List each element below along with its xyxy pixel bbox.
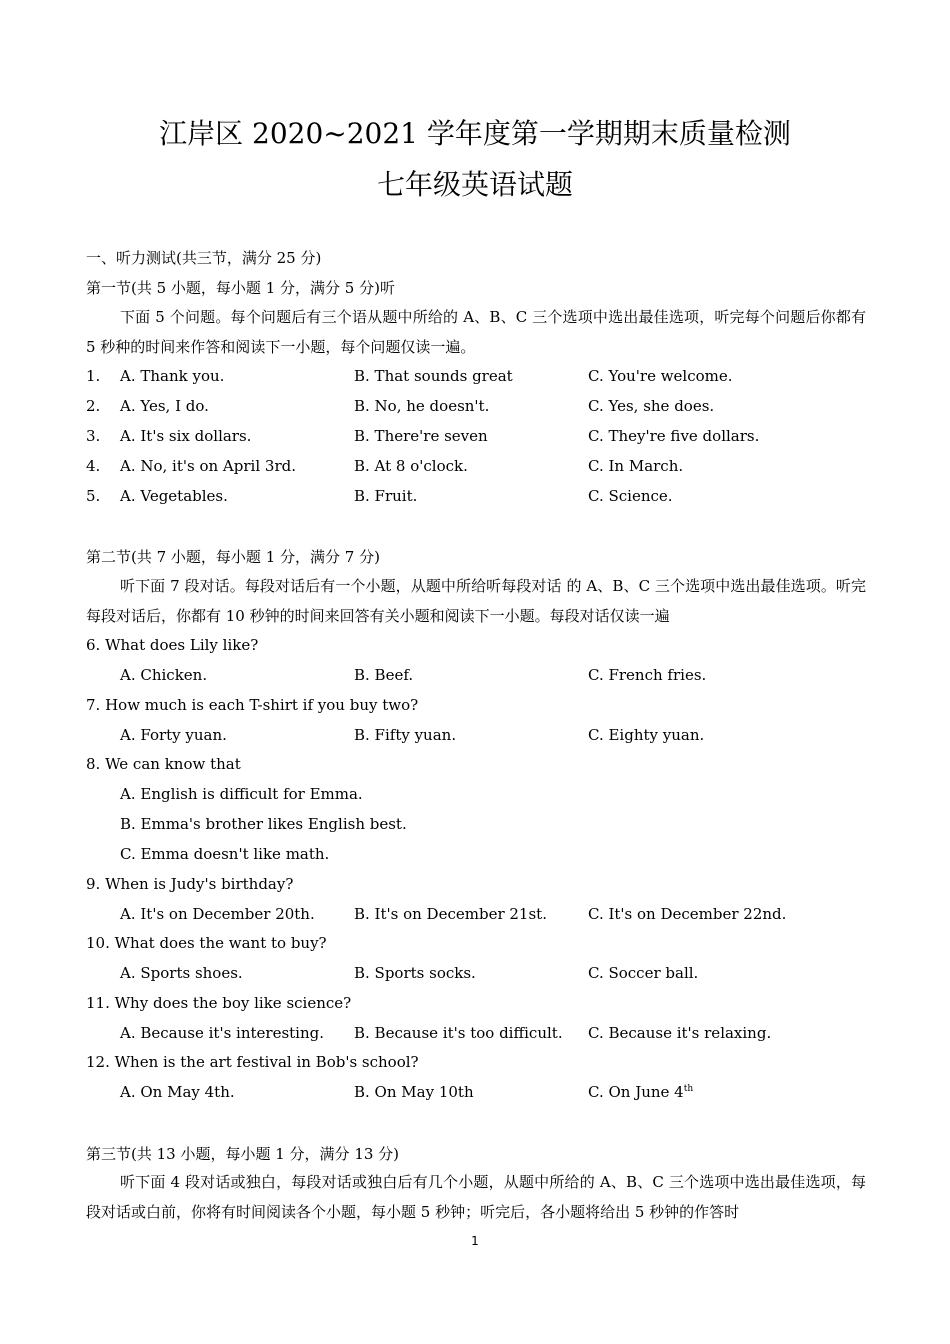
question-number: 2. <box>86 397 101 415</box>
question-number: 5. <box>86 487 101 505</box>
option-b: B. On May 10th <box>354 1083 474 1101</box>
question-10: 10. What does the want to buy? <box>86 934 327 952</box>
option-b: B. Fruit. <box>354 487 418 505</box>
option-c: C. Eighty yuan. <box>588 726 705 744</box>
option-c: C. French fries. <box>588 666 707 684</box>
option-b: B. Fifty yuan. <box>354 726 457 744</box>
option-c: C. In March. <box>588 457 684 475</box>
option-b: B. No, he doesn't. <box>354 397 490 415</box>
option-c-text: C. On June 4 <box>588 1083 684 1101</box>
exam-title: 江岸区 2020~2021 学年度第一学期期末质量检测 <box>159 117 791 150</box>
part2-header: 第二节(共 7 小题，每小题 1 分，满分 7 分) <box>86 548 380 566</box>
question-11: 11. Why does the boy like science? <box>86 994 352 1012</box>
question-number: 3. <box>86 427 101 445</box>
option-c: C. Emma doesn't like math. <box>120 845 330 863</box>
option-a: A. Thank you. <box>120 367 225 385</box>
question-8: 8. We can know that <box>86 755 241 773</box>
option-b: B. Beef. <box>354 666 414 684</box>
option-c <box>588 1083 693 1101</box>
question-number: 4. <box>86 457 101 475</box>
part1-instructions: 下面 5 个问题。每个问题后有三个语从题中所给的 A、B、C 三个选项中选出最佳选项，听完每个问题后你都有 5 秒种的时间来作答和阅读下一小题，每个问题仅读一遍。 <box>86 308 866 356</box>
option-b: B. There're seven <box>354 427 488 445</box>
option-c: C. It's on December 22nd. <box>588 905 787 923</box>
option-b: B. That sounds great <box>354 367 513 385</box>
option-b: B. Emma's brother likes English best. <box>120 815 407 833</box>
section-header: 一、听力测试(共三节，满分 25 分) <box>86 249 322 267</box>
option-a: A. It's on December 20th. <box>120 905 315 923</box>
option-c: C. Yes, she does. <box>588 397 715 415</box>
option-a: A. English is difficult for Emma. <box>120 785 363 803</box>
part3-header: 第三节(共 13 小题，每小题 1 分，满分 13 分) <box>86 1145 400 1163</box>
option-c: C. Because it's relaxing. <box>588 1024 772 1042</box>
option-c: C. Soccer ball. <box>588 964 699 982</box>
option-a: A. On May 4th. <box>120 1083 235 1101</box>
exam-subtitle: 七年级英语试题 <box>376 168 573 201</box>
option-b: B. At 8 o'clock. <box>354 457 468 475</box>
part3-instructions: 听下面 4 段对话或独白，每段对话或独白后有几个小题，从题中所给的 A、B、C 三个选项中选出最佳选项，每段对话或白前，你将有时间阅读各个小题，每小题 5 秒钟；听完后，各小题将给出 5 秒钟的作答时 <box>86 1173 866 1221</box>
option-b: B. Sports socks. <box>354 964 476 982</box>
option-a: A. Vegetables. <box>120 487 228 505</box>
option-a: A. Sports shoes. <box>120 964 243 982</box>
option-c: C. You're welcome. <box>588 367 733 385</box>
option-a: A. It's six dollars. <box>120 427 252 445</box>
question-12: 12. When is the art festival in Bob's school? <box>86 1053 419 1071</box>
option-a: A. Chicken. <box>120 666 208 684</box>
question-7: 7. How much is each T-shirt if you buy two? <box>86 696 419 714</box>
option-a: A. Yes, I do. <box>120 397 209 415</box>
question-9: 9. When is Judy's birthday? <box>86 875 294 893</box>
option-c: C. They're five dollars. <box>588 427 760 445</box>
question-number: 1. <box>86 367 101 385</box>
option-c: C. Science. <box>588 487 673 505</box>
option-a: A. Forty yuan. <box>120 726 227 744</box>
option-b: B. It's on December 21st. <box>354 905 547 923</box>
question-6: 6. What does Lily like? <box>86 636 259 654</box>
option-a: A. Because it's interesting. <box>120 1024 324 1042</box>
page-number: 1 <box>471 1234 479 1248</box>
part2-instructions: 听下面 7 段对话。每段对话后有一个小题，从题中所给听每段对话 的 A、B、C 三个选项中选出最佳选项。听完每段对话后，你都有 10 秒钟的时间来回答有关小题和阅读下一小题。每段对话仅读一遍 <box>86 577 866 625</box>
option-b: B. Because it's too difficult. <box>354 1024 563 1042</box>
part1-header: 第一节(共 5 小题，每小题 1 分，满分 5 分)听 <box>86 279 395 297</box>
option-a: A. No, it's on April 3rd. <box>120 457 296 475</box>
ordinal-suffix: th <box>683 1084 694 1094</box>
